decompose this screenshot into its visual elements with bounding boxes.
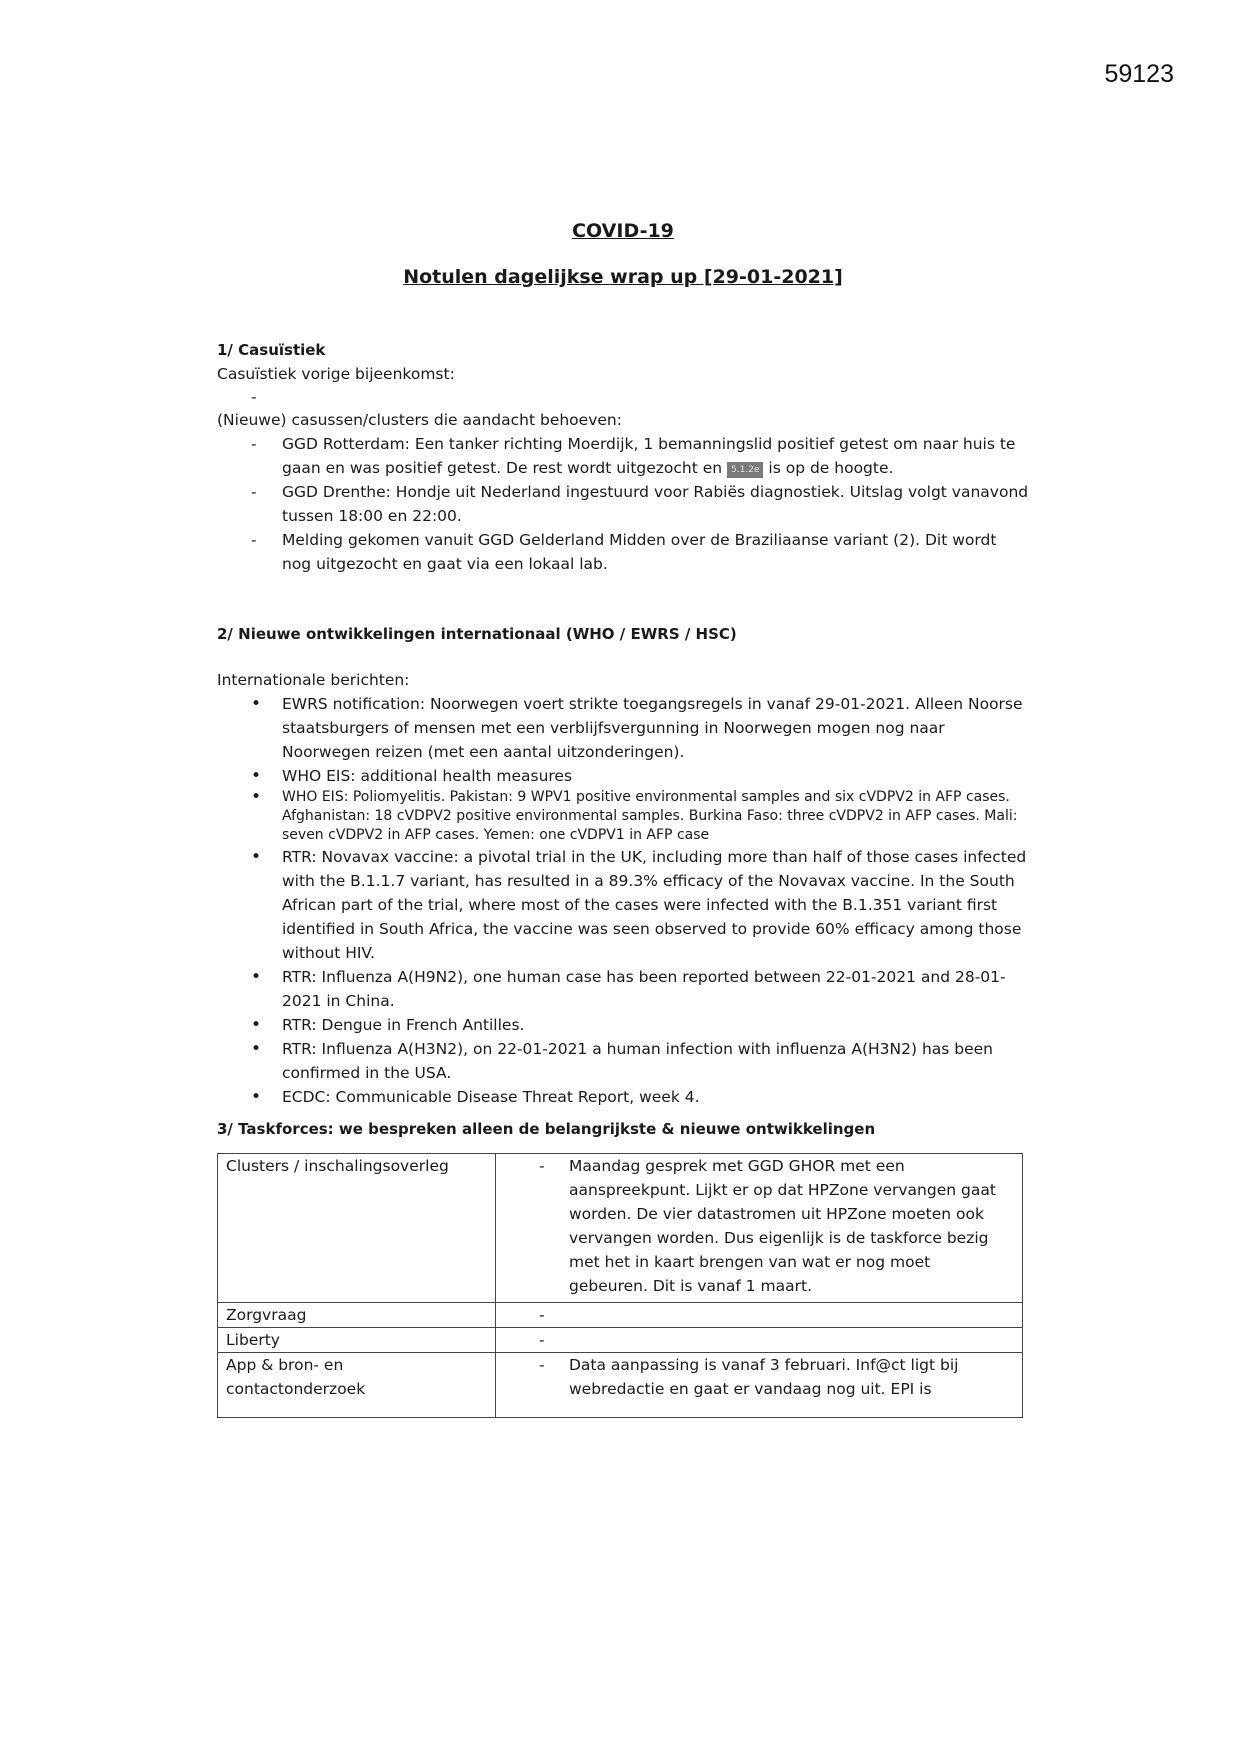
list-item: • WHO EIS: Poliomyelitis. Pakistan: 9 WPV1 positive environmental samples and six cVDPV2 in AFP cases. Afghanistan: 18 cVDPV2 positive environmental samples. Burkina Faso: three cVDPV2 in AFP cases. Mali: seven cVDPV2 in AFP cases. Yemen: one cVDPV1 in AFP case [217,788,1029,845]
list-item-text: is op de hoogte. [763,459,894,477]
section-heading: 3/ Taskforces: we bespreken alleen de belangrijkste & nieuwe ontwikkelingen [217,1120,876,1138]
section-heading: 1/ Casuïstiek [217,341,326,359]
taskforce-table [217,1153,1023,1418]
taskforce-name: Zorgvraag [218,1303,496,1328]
section-taskforces [217,1117,1029,1418]
list-item: • RTR: Influenza A(H3N2), on 22-01-2021 a human infection with influenza A(H3N2) has been confirmed in the USA. [217,1037,1029,1085]
taskforce-update-text: - Maandag gesprek met GGD GHOR met een aanspreekpunt. Lijkt er op dat HPZone vervangen gaat worden. De vier datastromen uit HPZone moeten ook vervangen worden. Dus eigenlijk is de taskforce bezig met het in kaart brengen van wat er nog moet gebeuren. Dit is vanaf 1 maart. [504,1154,1014,1302]
list-item: • EWRS notification: Noorwegen voert strikte toegangsregels in vanaf 29-01-2021. Alleen Noorse staatsburgers of mensen met een verblijfsvergunning in Noorwegen mogen nog naar Noorwegen reizen (met een aantal uitzonderingen). [217,692,1029,764]
taskforce-name: Liberty [218,1328,496,1353]
list-item: - GGD Drenthe: Hondje uit Nederland ingestuurd voor Rabiës diagnostiek. Uitslag volgt vanavond tussen 18:00 en 22:00. [217,480,1029,528]
section-international [217,622,1029,1109]
taskforce-name: App & bron- en contactonderzoek [218,1353,496,1418]
list-item: - Melding gekomen vanuit GGD Gelderland Midden over de Braziliaanse variant (2). Dit wordt nog uitgezocht en gaat via een lokaal lab. [217,528,1029,576]
table-row [218,1303,1023,1328]
prev-meeting-item: - [251,388,257,406]
new-cases-list [217,432,1029,576]
prev-meeting-label: Casuïstiek vorige bijeenkomst: [217,365,455,383]
list-item-text: GGD Rotterdam: Een tanker richting Moerdijk, 1 bemanningslid positief getest om naar huis te gaan en was positief getest. De rest wordt uitgezocht en [282,435,1016,477]
taskforce-update [496,1328,1023,1353]
list-item: • WHO EIS: additional health measures [217,764,1029,788]
redaction-mark: 5.1.2e [727,462,763,478]
section-heading: 2/ Nieuwe ontwikkelingen internationaal (WHO / EWRS / HSC) [217,625,737,643]
document-body [217,218,1029,1418]
taskforce-name: Clusters / inschalingsoverleg [218,1154,496,1303]
list-item: • RTR: Novavax vaccine: a pivotal trial in the UK, including more than half of those cases infected with the B.1.1.7 variant, has resulted in a 89.3% efficacy of the Novavax vaccine. In the South African part of the trial, where most of the cases were infected with the B.1.351 variant first identified in South Africa, the vaccine was seen observed to provide 60% efficacy among those without HIV. [217,845,1029,965]
table-row [218,1328,1023,1353]
list-item: • RTR: Dengue in French Antilles. [217,1013,1029,1037]
international-list [217,692,1029,1109]
list-item: • ECDC: Communicable Disease Threat Report, week 4. [217,1085,1029,1109]
taskforce-update-text: - Data aanpassing is vanaf 3 februari. Inf@ct ligt bij webredactie en gaat er vandaag nog uit. EPI is [504,1353,1014,1405]
document-title: COVID-19 [572,220,674,242]
page-number: 59123 [1104,60,1174,88]
taskforce-update [496,1353,1023,1418]
taskforce-update [496,1303,1023,1328]
table-row [218,1353,1023,1418]
document-subtitle: Notulen dagelijkse wrap up [29-01-2021] [403,266,843,288]
section-casuistiek [217,338,1029,576]
table-row [218,1154,1023,1303]
new-cases-label: (Nieuwe) casussen/clusters die aandacht behoeven: [217,411,622,429]
list-item: • RTR: Influenza A(H9N2), one human case has been reported between 22-01-2021 and 28-01-2021 in China. [217,965,1029,1013]
list-item [217,432,1029,480]
international-intro: Internationale berichten: [217,671,410,689]
taskforce-update [496,1154,1023,1303]
